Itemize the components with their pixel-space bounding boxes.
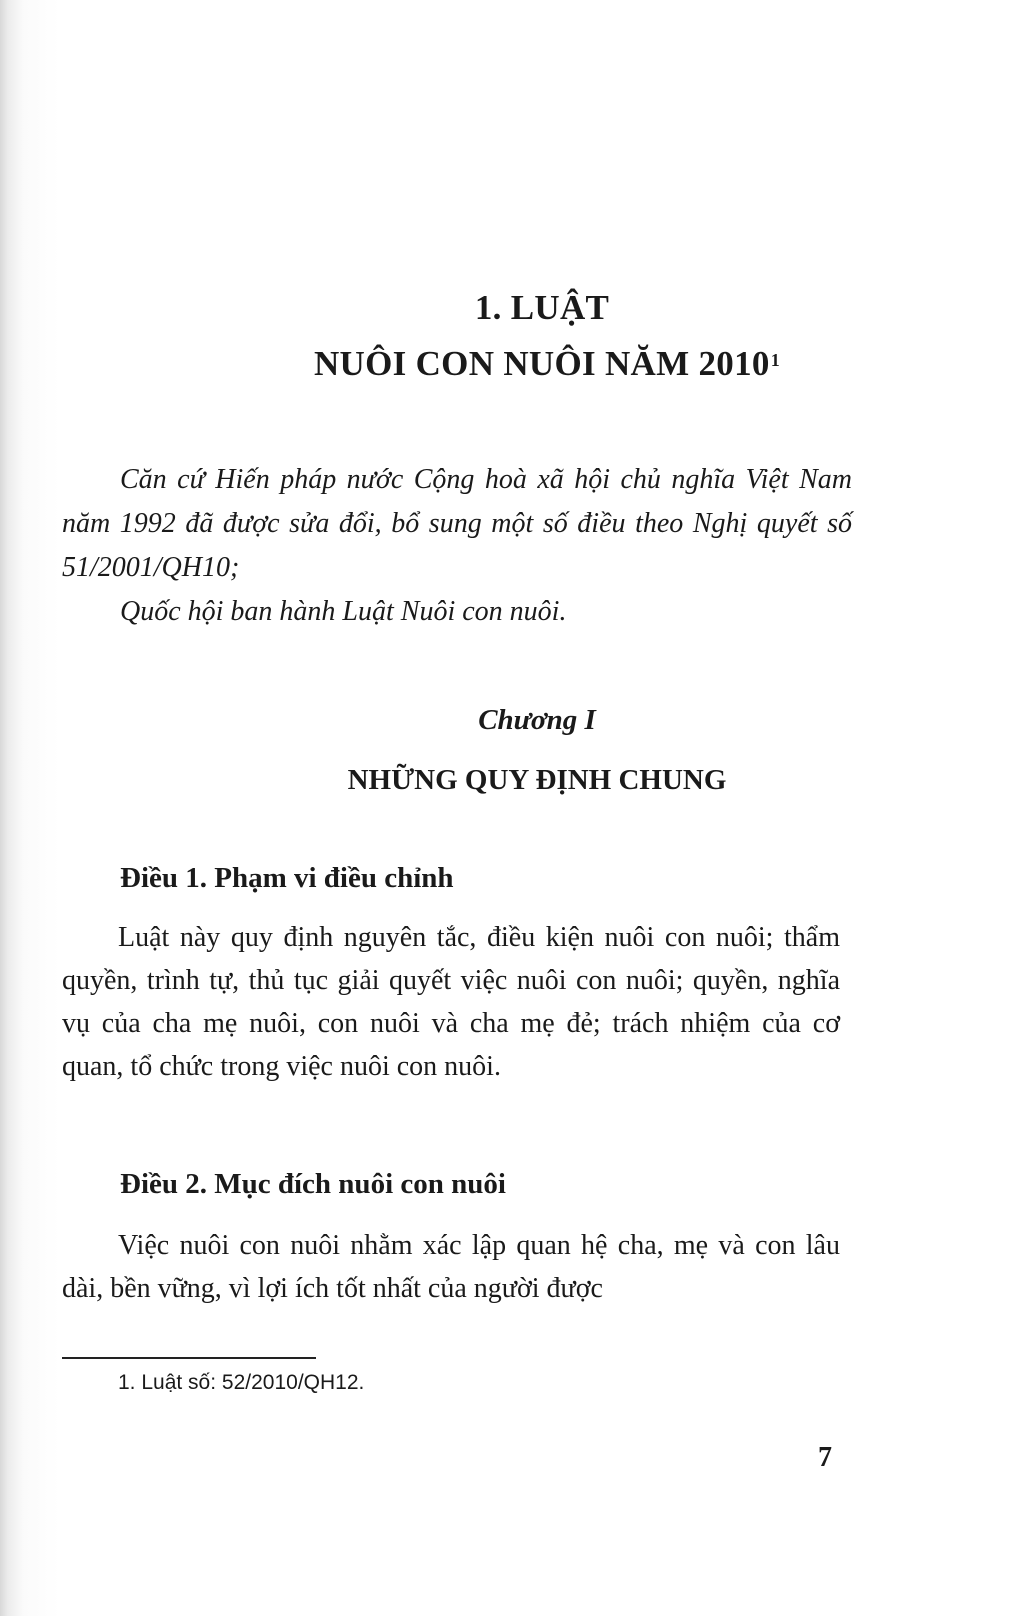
law-name-text: NUÔI CON NUÔI NĂM 2010 xyxy=(313,344,770,383)
page-number: 7 xyxy=(818,1442,832,1473)
footnote-mark: 1 xyxy=(770,350,781,370)
article-2-heading: Điều 2. Mục đích nuôi con nuôi xyxy=(120,1168,506,1200)
law-number-title: 1. LUẬT xyxy=(474,288,610,327)
chapter-label: Chương I xyxy=(478,704,596,736)
article-1-body: Luật này quy định nguyên tắc, điều kiện nuôi con nuôi; thẩm quyền, trình tự, thủ tục giải quyết việc nuôi con nuôi; quyền, nghĩa vụ của cha mẹ nuôi, con nuôi và cha mẹ đẻ; trách nhiệm của cơ quan, tổ chức trong việc nuôi con nuôi. xyxy=(62,922,840,1082)
chapter-title: NHỮNG QUY ĐỊNH CHUNG xyxy=(347,764,727,796)
preamble-enactment: Quốc hội ban hành Luật Nuôi con nuôi. xyxy=(120,596,567,627)
article-1-heading: Điều 1. Phạm vi điều chỉnh xyxy=(120,862,454,894)
law-name-title xyxy=(0,344,1014,384)
footnote-text: 1. Luật số: 52/2010/QH12. xyxy=(118,1371,365,1394)
preamble-basis: Căn cứ Hiến pháp nước Cộng hoà xã hội chủ nghĩa Việt Nam năm 1992 đã được sửa đổi, bổ sung một số điều theo Nghị quyết số 51/2001/QH10; xyxy=(62,464,852,583)
footnote-divider xyxy=(62,1357,316,1359)
article-2-body: Việc nuôi con nuôi nhằm xác lập quan hệ cha, mẹ và con lâu dài, bền vững, vì lợi ích tốt nhất của người được xyxy=(62,1230,840,1304)
